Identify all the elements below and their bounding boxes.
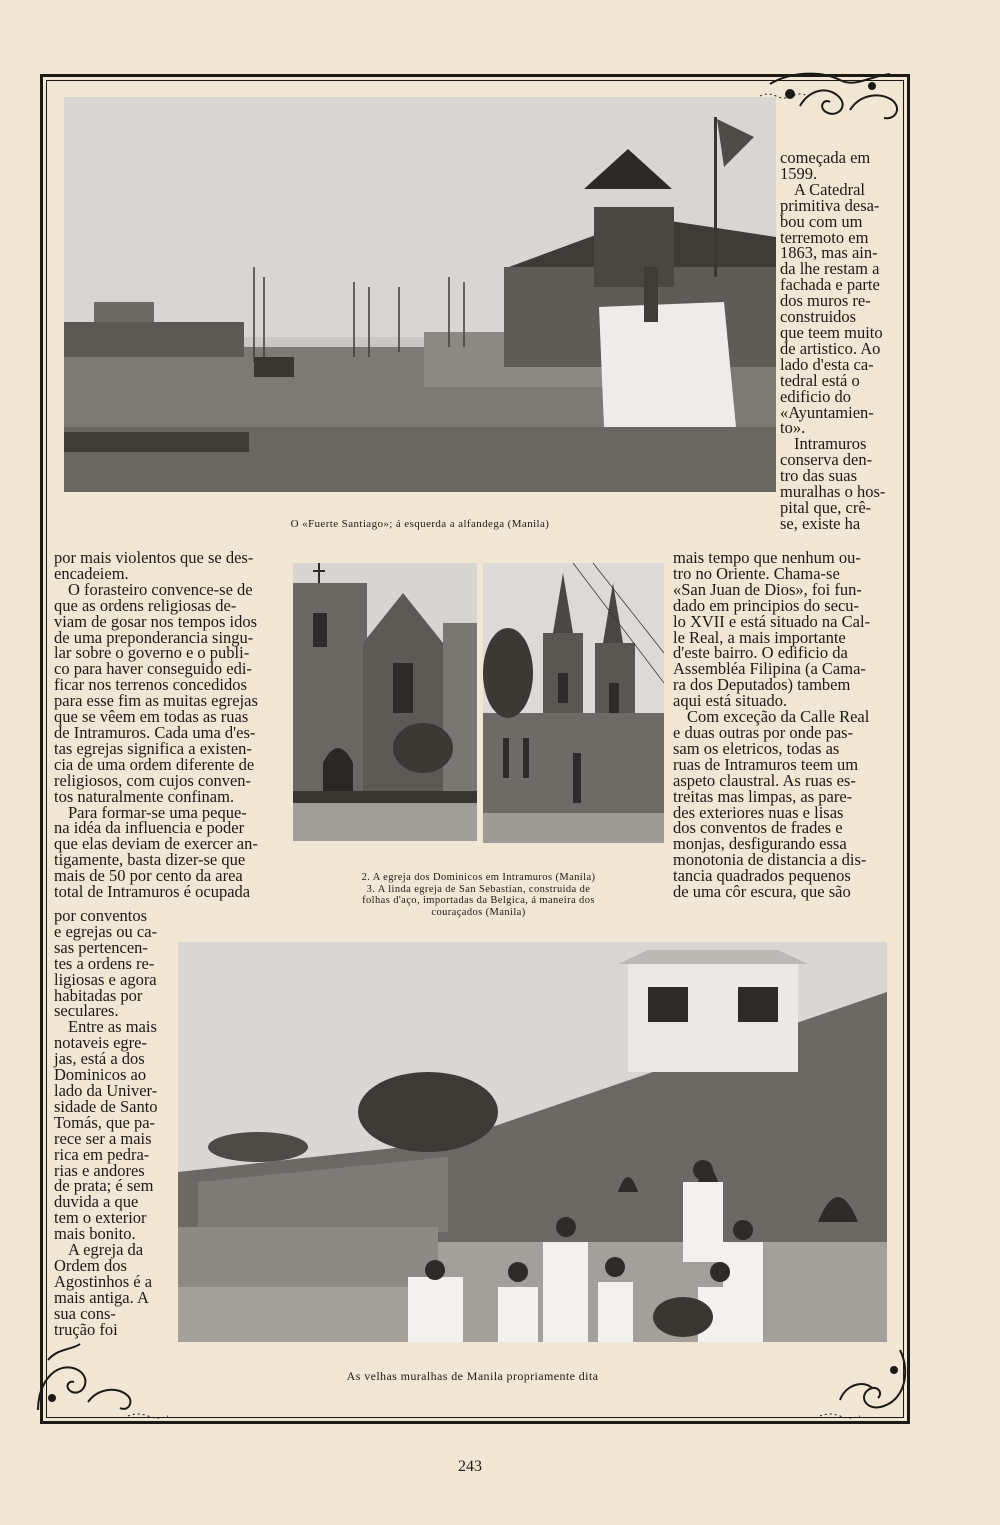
text-line: por conventos <box>54 906 148 925</box>
text-line: de prata; é sem <box>54 1176 154 1196</box>
caption-line: couraçados (Manila) <box>431 906 526 918</box>
text-line: viam de gosar nos tempos idos <box>54 611 258 631</box>
text-line: tro das suas <box>780 466 857 486</box>
bottom-left-ornament <box>28 1340 178 1420</box>
text-line: começada em <box>780 148 871 167</box>
text-line: Intramuros <box>794 434 867 454</box>
text-line: de artistico. Ao <box>780 338 881 358</box>
san-sebastian-church-photo <box>483 563 664 843</box>
text-line: pital que, crê- <box>780 497 872 517</box>
bottom-right-ornament <box>820 1340 915 1420</box>
fort-santiago-photo <box>64 97 776 492</box>
text-line: encadeiem. <box>54 563 129 583</box>
text-line: rias e andores <box>54 1160 145 1180</box>
text-line: de Intramuros. Cada uma d'es- <box>54 722 256 742</box>
text-line: Com exceção da Calle Real <box>687 707 870 727</box>
text-line: tedral está o <box>780 370 860 390</box>
text-line: habitadas por <box>54 985 143 1005</box>
text-line: to». <box>780 418 806 438</box>
text-line: dos muros re- <box>780 291 871 311</box>
text-line: para esse fim as muitas egrejas <box>54 691 258 711</box>
text-line: treitas mas limpas, as pare- <box>673 786 853 806</box>
text-line: monjas, desfigurando essa <box>673 834 847 854</box>
text-line: sidade de Santo <box>54 1096 158 1116</box>
text-line: O forasteiro convence-se de <box>68 579 253 599</box>
text-line: co para haver conseguido edi- <box>54 659 252 679</box>
text-line: Para formar-se uma peque- <box>68 802 247 822</box>
text-line: ruas de Intramuros teem um <box>673 754 859 774</box>
text-line: se, existe ha <box>780 513 861 533</box>
text-line: tes a ordens re- <box>54 953 155 973</box>
text-line: lado d'esta ca- <box>780 354 874 374</box>
text-line: notaveis egre- <box>54 1033 147 1053</box>
text-line: na idéa da influencia e poder <box>54 818 245 838</box>
text-line: fachada e parte <box>780 275 880 295</box>
text-line: que se vêem em todas as ruas <box>54 707 249 727</box>
text-line: e duas outras por onde pas- <box>673 722 854 742</box>
text-line: aqui está situado. <box>673 691 788 711</box>
left-mid-column <box>54 550 285 900</box>
text-line: muralhas o hos- <box>780 482 886 502</box>
text-line: sas pertencen- <box>54 937 148 957</box>
right-mid-column <box>673 550 895 900</box>
text-line: que elas deviam de exercer an- <box>54 834 258 854</box>
text-line: A egreja da <box>68 1240 144 1260</box>
text-line: d'este bairro. O edificio da <box>673 643 848 663</box>
text-line: rece ser a mais <box>54 1128 152 1148</box>
text-line: lado da Univer- <box>54 1080 158 1100</box>
text-line: duvida a que <box>54 1192 139 1212</box>
text-line: 1863, mas ain- <box>780 243 878 263</box>
text-line: de uma preponderancia singu- <box>54 627 254 647</box>
text-line: e egrejas ou ca- <box>54 921 158 941</box>
text-line: «San Juan de Dios», foi fun- <box>673 579 862 599</box>
text-line: aspeto claustral. As ruas es- <box>673 770 856 790</box>
text-line: ra dos Deputados) tambem <box>673 675 851 695</box>
text-line: des exteriores nuas e lisas <box>673 802 844 822</box>
text-line: construidos <box>780 307 857 327</box>
text-line: ligiosas e agora <box>54 969 157 989</box>
text-line: seculares. <box>54 1001 119 1021</box>
churches-caption <box>293 872 664 918</box>
text-line: le Real, a mais importante <box>673 627 846 647</box>
text-line: ficar nos terrenos concedidos <box>54 675 247 695</box>
fort-santiago-caption: O «Fuerte Santiago»; á esquerda a alfandega (Manila) <box>290 518 550 530</box>
text-line: dado em principios do secu- <box>673 595 860 615</box>
caption-line: 3. A linda egreja de San Sebastian, construida de <box>366 883 591 895</box>
text-line: mais antiga. A <box>54 1287 149 1307</box>
text-line: por mais violentos que se des- <box>54 548 254 567</box>
text-line: Ordem dos <box>54 1255 127 1275</box>
text-line: 1599. <box>780 163 818 183</box>
text-line: dos conventos de frades e <box>673 818 843 838</box>
text-line: tas egrejas significa a existen- <box>54 738 252 758</box>
text-line: cia de uma ordem diferente de <box>54 754 255 774</box>
dominicos-church-image <box>293 563 477 841</box>
text-line: mais bonito. <box>54 1224 136 1244</box>
text-line: bou com um <box>780 211 863 231</box>
text-line: total de Intramuros é ocupada <box>54 882 251 902</box>
text-line: «Ayuntamien- <box>780 402 874 422</box>
text-line: Entre as mais <box>68 1017 157 1037</box>
text-line: tigamente, basta dizer-se que <box>54 850 246 870</box>
text-line: tancia quadrados pequenos <box>673 866 851 886</box>
text-line: sam os eletricos, todas as <box>673 738 840 758</box>
text-line: lar sobre o governo e o publi- <box>54 643 250 663</box>
text-line: primitiva desa- <box>780 195 880 215</box>
page-number: 243 <box>458 1458 482 1475</box>
left-narrow-column <box>54 908 171 1337</box>
text-line: sua cons- <box>54 1303 116 1323</box>
dominicos-church-photo <box>293 563 477 841</box>
text-line: Tomás, que pa- <box>54 1112 156 1132</box>
text-line: da lhe restam a <box>780 259 880 279</box>
manila-walls-photo <box>178 942 887 1342</box>
text-line: conserva den- <box>780 450 873 470</box>
text-line: A Catedral <box>794 179 866 199</box>
text-line: monotonia de distancia a dis- <box>673 850 867 870</box>
manila-walls-caption: As velhas muralhas de Manila propriamente dita <box>346 1369 599 1383</box>
text-line: Dominicos ao <box>54 1065 147 1085</box>
text-line: mais de 50 por cento da area <box>54 866 243 886</box>
text-line: edificio do <box>780 386 852 406</box>
text-line: jas, está a dos <box>54 1049 145 1069</box>
text-line: rica em pedra- <box>54 1144 150 1164</box>
text-line: terremoto em <box>780 227 869 247</box>
text-line: trução foi <box>54 1319 118 1339</box>
text-line: lo XVII e está situado na Cal- <box>673 611 871 631</box>
text-line: tro no Oriente. Chama-se <box>673 563 840 583</box>
right-top-column <box>780 150 895 532</box>
top-right-ornament <box>760 66 910 128</box>
text-line: de uma côr escura, que são <box>673 882 851 902</box>
text-line: que teem muito <box>780 322 883 342</box>
text-line: Assembléa Filipina (a Cama- <box>673 659 866 679</box>
caption-line: 2. A egreja dos Dominicos em Intramuros (Manila) <box>361 872 596 883</box>
text-line: mais tempo que nenhum ou- <box>673 548 861 567</box>
text-line: tos naturalmente confinam. <box>54 786 235 806</box>
text-line: Agostinhos é a <box>54 1271 153 1291</box>
text-line: religiosos, com cujos conven- <box>54 770 252 790</box>
san-sebastian-church-image <box>483 563 664 843</box>
fort-santiago-image <box>64 97 776 492</box>
text-line: que as ordens religiosas de- <box>54 595 237 615</box>
text-line: tem o exterior <box>54 1208 147 1228</box>
manila-walls-image <box>178 942 887 1342</box>
caption-line: folhas d'aço, importadas da Belgica, á maneira dos <box>362 895 595 906</box>
